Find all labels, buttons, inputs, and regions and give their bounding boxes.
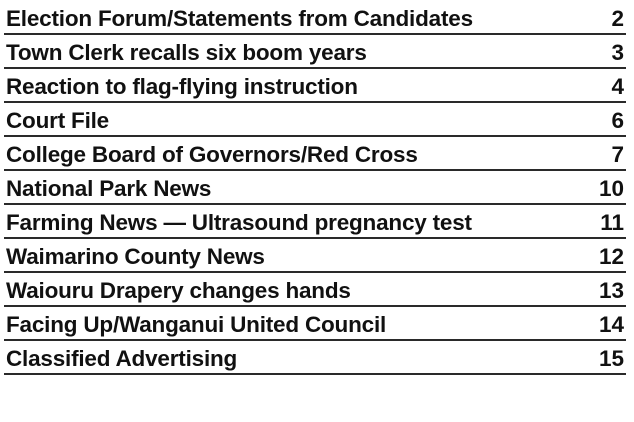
contents-entry xyxy=(4,35,626,69)
entry-title: Waiouru Drapery changes hands xyxy=(6,277,351,303)
entry-title: Waimarino County News xyxy=(6,243,265,269)
entry-title: Court File xyxy=(6,107,109,133)
contents-list xyxy=(4,0,626,375)
entry-title: Reaction to flag-flying instruction xyxy=(6,73,358,99)
entry-title: Facing Up/Wanganui United Council xyxy=(6,311,387,337)
entry-page-number: 4 xyxy=(611,73,624,99)
contents-entry xyxy=(4,341,626,375)
entry-page-number: 2 xyxy=(611,5,624,31)
entry-page-number: 10 xyxy=(598,175,624,201)
entry-page-number: 3 xyxy=(611,39,624,65)
entry-page-number: 13 xyxy=(598,277,624,303)
contents-entry xyxy=(4,307,626,341)
entry-page-number: 7 xyxy=(611,141,624,167)
contents-entry xyxy=(4,239,626,273)
entry-page-number: 6 xyxy=(611,107,624,133)
contents-entry xyxy=(4,103,626,137)
contents-entry xyxy=(4,171,626,205)
entry-page-number: 12 xyxy=(598,243,624,269)
contents-entry xyxy=(4,205,626,239)
contents-entry xyxy=(4,69,626,103)
entry-page-number: 14 xyxy=(598,311,624,337)
contents-entry xyxy=(4,273,626,307)
entry-page-number: 11 xyxy=(600,209,624,235)
entry-title: Farming News — Ultrasound pregnancy test xyxy=(6,209,472,235)
entry-page-number: 15 xyxy=(598,345,624,371)
entry-title: Classified Advertising xyxy=(6,345,238,371)
entry-title: Election Forum/Statements from Candidates xyxy=(6,5,473,31)
contents-entry xyxy=(4,0,626,35)
entry-title: National Park News xyxy=(6,175,212,201)
contents-entry xyxy=(4,137,626,171)
entry-title: College Board of Governors/Red Cross xyxy=(6,141,418,167)
entry-title: Town Clerk recalls six boom years xyxy=(6,39,367,65)
